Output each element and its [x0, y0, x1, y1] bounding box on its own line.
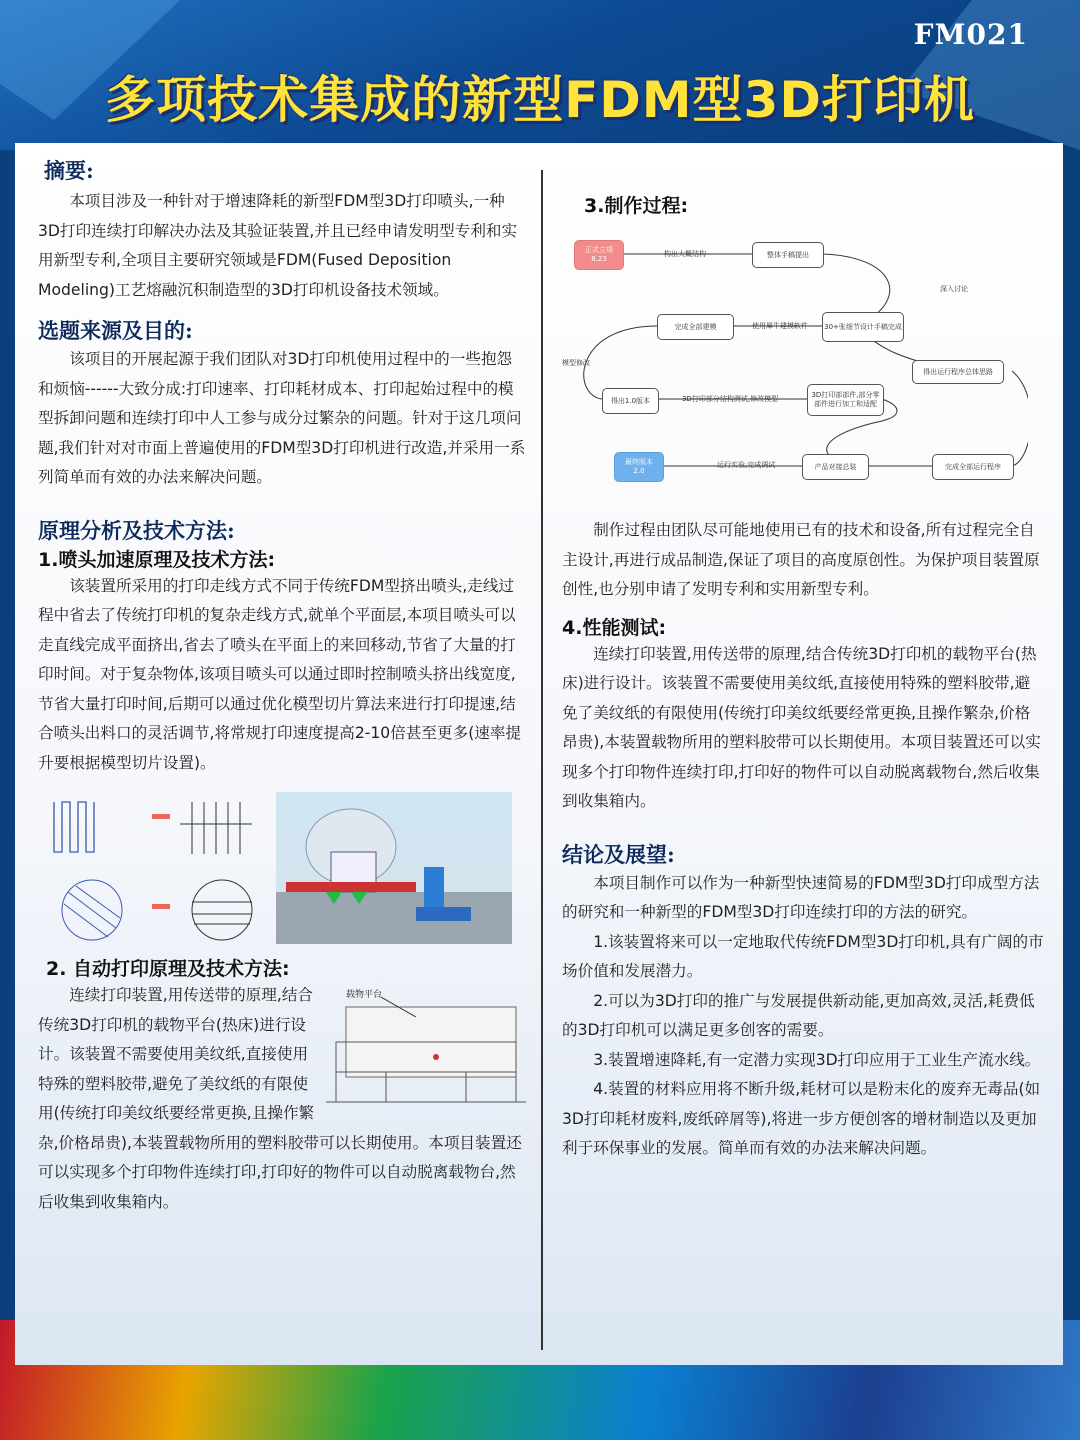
sec4-text: 连续打印装置,用传送带的原理,结合传统3D打印机的载物平台(热床)进行设计。该装置不需要使用美纹纸,直接使用特殊的塑料胶带,避免了美纹纸的有限使用(传统打印美纹纸要经常更换,且操作繁杂,价格昂贵),本装置载物所用的塑料胶带可以长期使用。本项目装置还可以实现多个打印物件连续打印,打印好的物件可以自动脱离载物台,然后收集到收集箱内。	[562, 644, 1041, 810]
flow-node: 得出运行程序总体思路	[912, 360, 1004, 384]
poster-title: 多项技术集成的新型FDM型3D打印机	[105, 71, 975, 129]
sec2-text: 连续打印装置,用传送带的原理,结合传统3D打印机的载物平台(热床)进行设计。该装置不需要使用美纹纸,直接使用特殊的塑料胶带,避免了美纹纸的有限使用(传统打印美纹纸要经常更换,且操作繁杂,价格昂贵),本装置载物所用的塑料胶带可以长期使用。本项目装置还可以实现多个打印物件连续打印,打印好的物件可以自动脱离载物台,然后收集到收集箱内。	[38, 986, 522, 1211]
flow-edge-label: 使用犀牛建模软件	[752, 322, 808, 330]
conveyor-sketch	[326, 987, 526, 1112]
flow-node: 完成全部建模	[657, 314, 734, 340]
sec2-heading: 2. 自动打印原理及技术方法:	[46, 958, 290, 980]
sec3-text: 制作过程由团队尽可能地使用已有的技术和设备,所有过程完全自主设计,再进行成品制造,保证了项目的高度原创性。为保护项目装置原创性,也分别申请了发明专利和实用新型专利。	[562, 521, 1040, 598]
sec1-heading: 1.喷头加速原理及技术方法:	[38, 548, 276, 571]
sec1-text: 该装置所采用的打印走线方式不同于传统FDM型挤出喷头,走线过程中省去了传统打印机的复杂走线方式,就单个平面层,本项目喷头可以走直线完成平面挤出,省去了喷头在平面上的来回移动,节省了大量的打印时间。对于复杂物体,该项目喷头可以通过即时控制喷头挤出线宽度,节省大量打印时间,后期可以通过优化模型切片算法来进行打印提速,结合喷头出料口的灵活调节,将常规打印速度提高2-10倍甚至更多(速率提升要根据模型切片设置)。	[38, 576, 522, 772]
origin-text: 该项目的开展起源于我们团队对3D打印机使用过程中的一些抱怨和烦恼------大致分成:打印速率、打印耗材成本、打印起始过程中的模型拆卸问题和连续打印中人工参与成分过繁杂的问题。针对于这几项问题,我们针对对市面上普遍使用的FDM型3D打印机进行改造,并采用一系列简单而有效的办法来解决问题。	[38, 350, 526, 486]
conclusion-paragraph: 1.该装置将来可以一定地取代传统FDM型3D打印机,具有广阔的市场价值和发展潜力。	[562, 932, 1044, 980]
abstract-heading: 摘要:	[44, 158, 94, 183]
platform-label: 载物平台	[346, 990, 383, 1000]
flow-node: 得出1.0版本	[602, 388, 659, 414]
flow-node: 整体手稿提出	[752, 242, 824, 268]
poster-code: FM021	[913, 18, 1028, 51]
flow-edge-label: 模型修改	[562, 359, 590, 367]
origin-heading: 选题来源及目的:	[38, 318, 193, 343]
flow-start-node: 正式立项 8.23	[574, 240, 624, 270]
sec3-heading: 3.制作过程:	[584, 195, 689, 217]
left-column	[38, 155, 526, 1217]
process-flowchart	[562, 236, 1028, 506]
conclusion-paragraph: 3.装置增速降耗,有一定潜力实现3D打印应用于工业生产流水线。	[593, 1050, 1041, 1069]
toolpath-diagram	[42, 792, 262, 942]
flow-end-node: 最终版本 2.0	[614, 452, 664, 482]
flow-node: 产品对接总装	[802, 454, 869, 480]
nozzle-figures	[42, 792, 526, 944]
conclusion-paragraph: 4.装置的材料应用将不断升级,耗材可以是粉末化的废弃无毒品(如3D打印耗材废料,废纸碎屑等),将进一步方便创客的增材制造以及更加利于环保事业的发展。简单而有效的办法来解决问题。	[562, 1080, 1041, 1157]
flow-edge-label: 3D打印部分结构测试,修改模型	[682, 395, 779, 403]
conclusion-paragraph: 2.可以为3D打印的推广与发展提供新动能,更加高效,灵活,耗费低的3D打印机可以满足更多创客的需要。	[562, 991, 1035, 1039]
sec4-heading: 4.性能测试:	[562, 616, 667, 639]
conclusion-paragraph: 本项目制作可以作为一种新型快速简易的FDM型3D打印成型方法的研究和一种新型的FDM型3D打印连续打印的方法的研究。	[562, 873, 1040, 921]
flow-edge-label: 构出大概结构	[664, 250, 706, 258]
flow-node: 完成全部运行程序	[932, 454, 1014, 480]
nozzle-3d-render	[276, 792, 512, 944]
principle-heading: 原理分析及技术方法:	[38, 517, 235, 543]
right-column	[562, 155, 1044, 1164]
flow-edge-label: 深入讨论	[940, 285, 968, 293]
flow-edge-label: 运行实验,完成调试	[717, 461, 776, 469]
column-divider	[541, 170, 543, 1350]
abstract-text: 本项目涉及一种针对于增速降耗的新型FDM型3D打印喷头,一种3D打印连续打印解决办法及其验证装置,并且已经申请发明型专利和实用新型专利,全项目主要研究领域是FDM(Fused Deposition Modeling)工艺熔融沉积制造型的3D打印机设备技术领域。	[38, 192, 518, 299]
flow-node: 30+张细节设计手稿完成	[822, 312, 904, 342]
conclusion-heading: 结论及展望:	[562, 841, 675, 867]
flow-node: 3D打印部部件,部分零部件进行加工和适配	[807, 384, 884, 416]
